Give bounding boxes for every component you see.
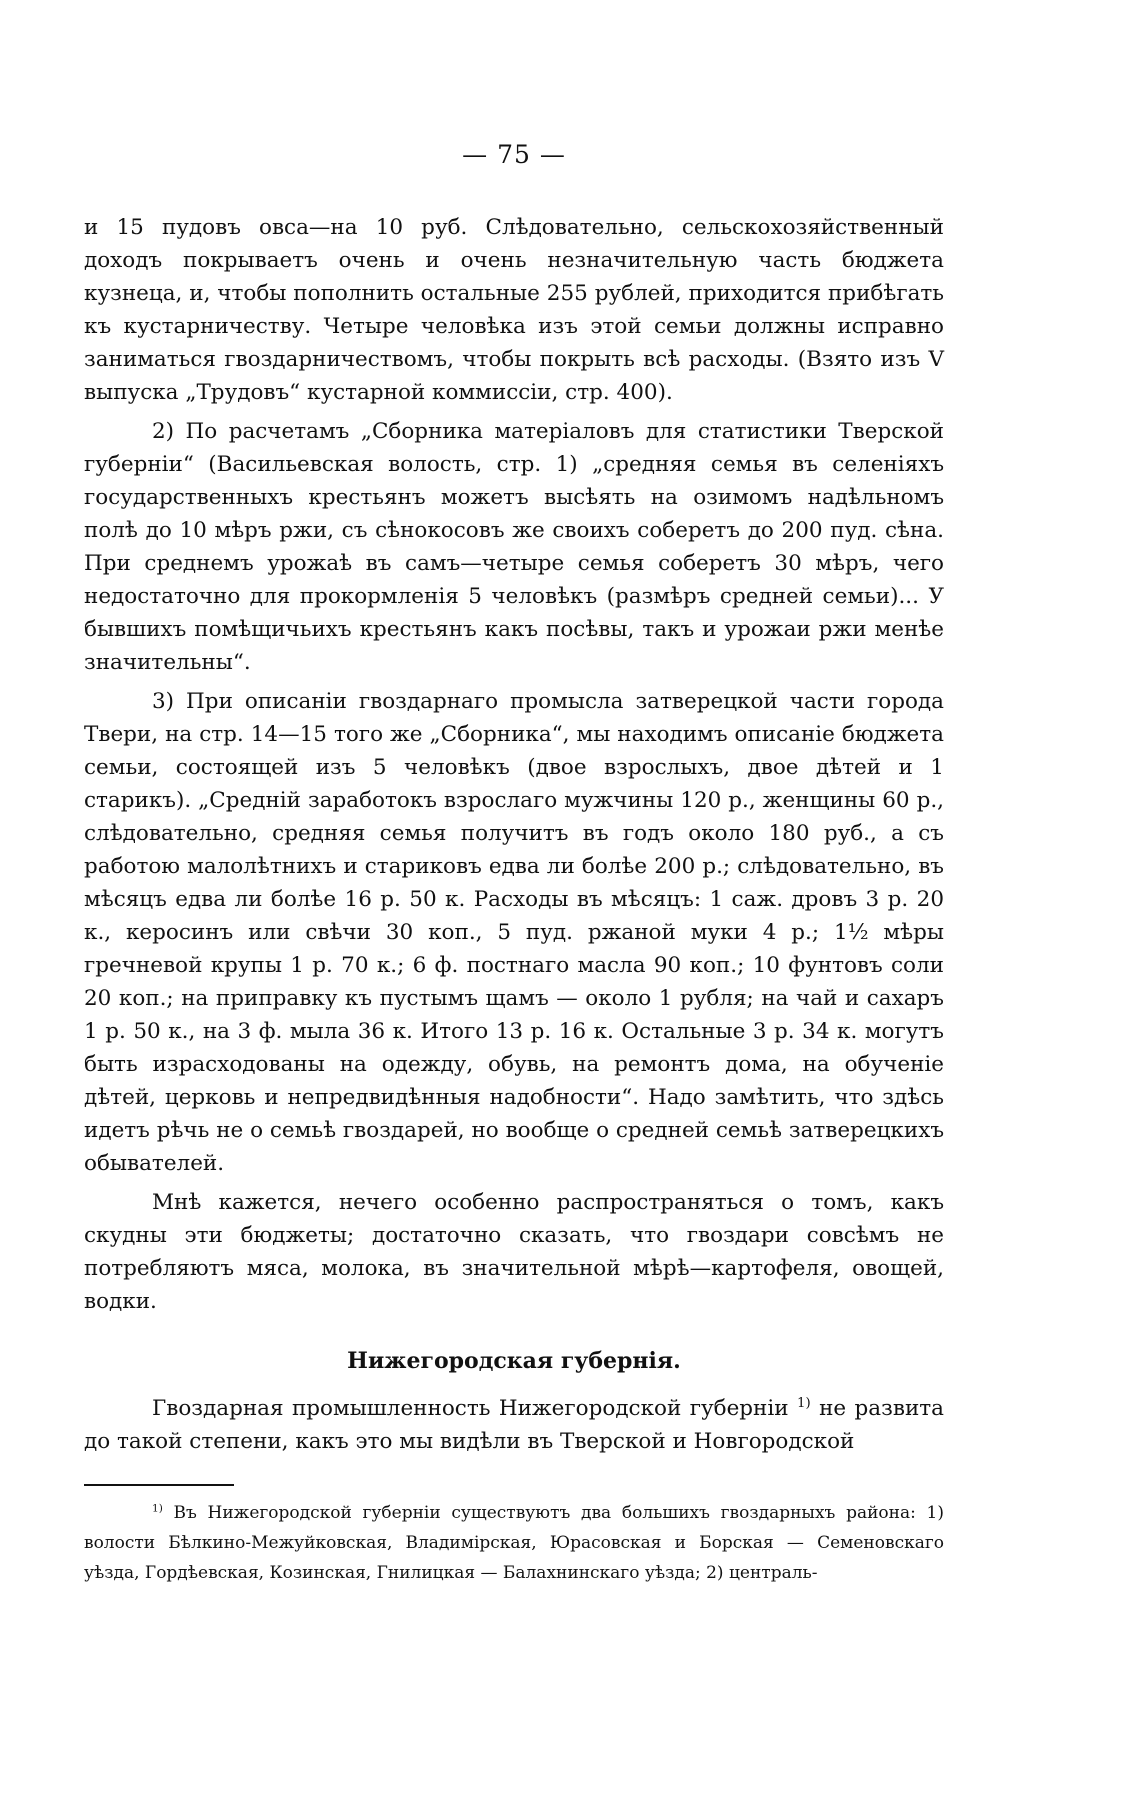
- section-paragraph-text-end: не развита до такой степени, какъ это мы видѣли въ Тверской и Новгородской: [84, 1396, 944, 1454]
- section-heading: Нижегородская губернія.: [347, 1348, 681, 1374]
- paragraph-3: 3) При описаніи гвоздарнаго промысла затверецкой части города Твери, на стр. 14—15 того же „Сборника“, мы находимъ описаніе бюджета семьи, состоящей изъ 5 человѣкъ (двое взрослыхъ, двое дѣтей и 1 старикъ). „Средній заработокъ взрослаго мужчины 120 р., женщины 60 р., слѣдовательно, средняя семья получитъ въ годъ около 180 руб., а съ работою малолѣтнихъ и стариковъ едва ли болѣе 200 р.; слѣдовательно, въ мѣсяцъ едва ли болѣе 16 р. 50 к. Расходы въ мѣсяцъ: 1 саж. дровъ 3 р. 20 к., керосинъ или свѣчи 30 коп., 5 пуд. ржаной муки 4 р.; 1½ мѣры гречневой крупы 1 р. 70 к.; 6 ф. постнаго масла 90 коп.; 10 фунтовъ соли 20 коп.; на приправку къ пустымъ щамъ — около 1 рубля; на чай и сахаръ 1 р. 50 к., на 3 ф. мыла 36 к. Итого 13 р. 16 к. Остальные 3 р. 34 к. могутъ быть израсходованы на одежду, обувь, на ремонтъ дома, на обученіе дѣтей, церковь и непредвидѣнныя надобности“. Надо замѣтить, что здѣсь идетъ рѣчь не о семьѣ гвоздарей, но вообще о средней семьѣ затверецкихъ обывателей.: [84, 689, 944, 1176]
- paragraph-1: и 15 пудовъ овса—на 10 руб. Слѣдовательно, сельскохозяйственный доходъ покрываетъ очень и очень незначительную часть бюджета кузнеца, и, чтобы пополнить остальные 255 рублей, приходится прибѣгать къ кустарничеству. Четыре человѣка изъ этой семьи должны исправно заниматься гвоздарничествомъ, чтобы покрыть всѣ расходы. (Взято изъ V выпуска „Трудовъ“ кустарной коммиссіи, стр. 400).: [84, 215, 944, 405]
- footnote-reference[interactable]: 1): [797, 1395, 811, 1411]
- footnote: [84, 1498, 944, 1588]
- page-number: — 75 —: [462, 140, 566, 169]
- footnote-text: Въ Нижегородской губерніи существуютъ два большихъ гвоздарныхъ района: 1) волости Бѣлкино-Межуйковская, Владимірская, Юрасовская и Борская — Семеновскаго уѣзда, Гордѣевская, Козинская, Гнилицкая — Балахнинскаго уѣзда; 2) централь-: [84, 1503, 944, 1583]
- book-page: [84, 140, 944, 1588]
- section-paragraph: [84, 1392, 944, 1458]
- paragraph-2: 2) По расчетамъ „Сборника матеріаловъ для статистики Тверской губерніи“ (Васильевская волость, стр. 1) „средняя семья въ селеніяхъ государственныхъ крестьянъ можетъ высѣять на озимомъ надѣльномъ полѣ до 10 мѣръ ржи, съ сѣнокосовъ же своихъ соберетъ до 200 пуд. сѣна. При среднемъ урожаѣ въ самъ—четыре семья соберетъ 30 мѣръ, чего недостаточно для прокормленія 5 человѣкъ (размѣръ средней семьи)... У бывшихъ помѣщичьихъ крестьянъ какъ посѣвы, такъ и урожаи ржи менѣе значительны“.: [84, 419, 944, 675]
- footnote-divider: [84, 1484, 234, 1486]
- footnote-mark: 1): [152, 1502, 163, 1515]
- section-paragraph-text-start: Гвоздарная промышленность Нижегородской губерніи: [152, 1396, 797, 1421]
- paragraph-4: Мнѣ кажется, нечего особенно распространяться о томъ, какъ скудны эти бюджеты; достаточно сказать, что гвоздари совсѣмъ не потребляютъ мяса, молока, въ значительной мѣрѣ—картофеля, овощей, водки.: [84, 1190, 944, 1314]
